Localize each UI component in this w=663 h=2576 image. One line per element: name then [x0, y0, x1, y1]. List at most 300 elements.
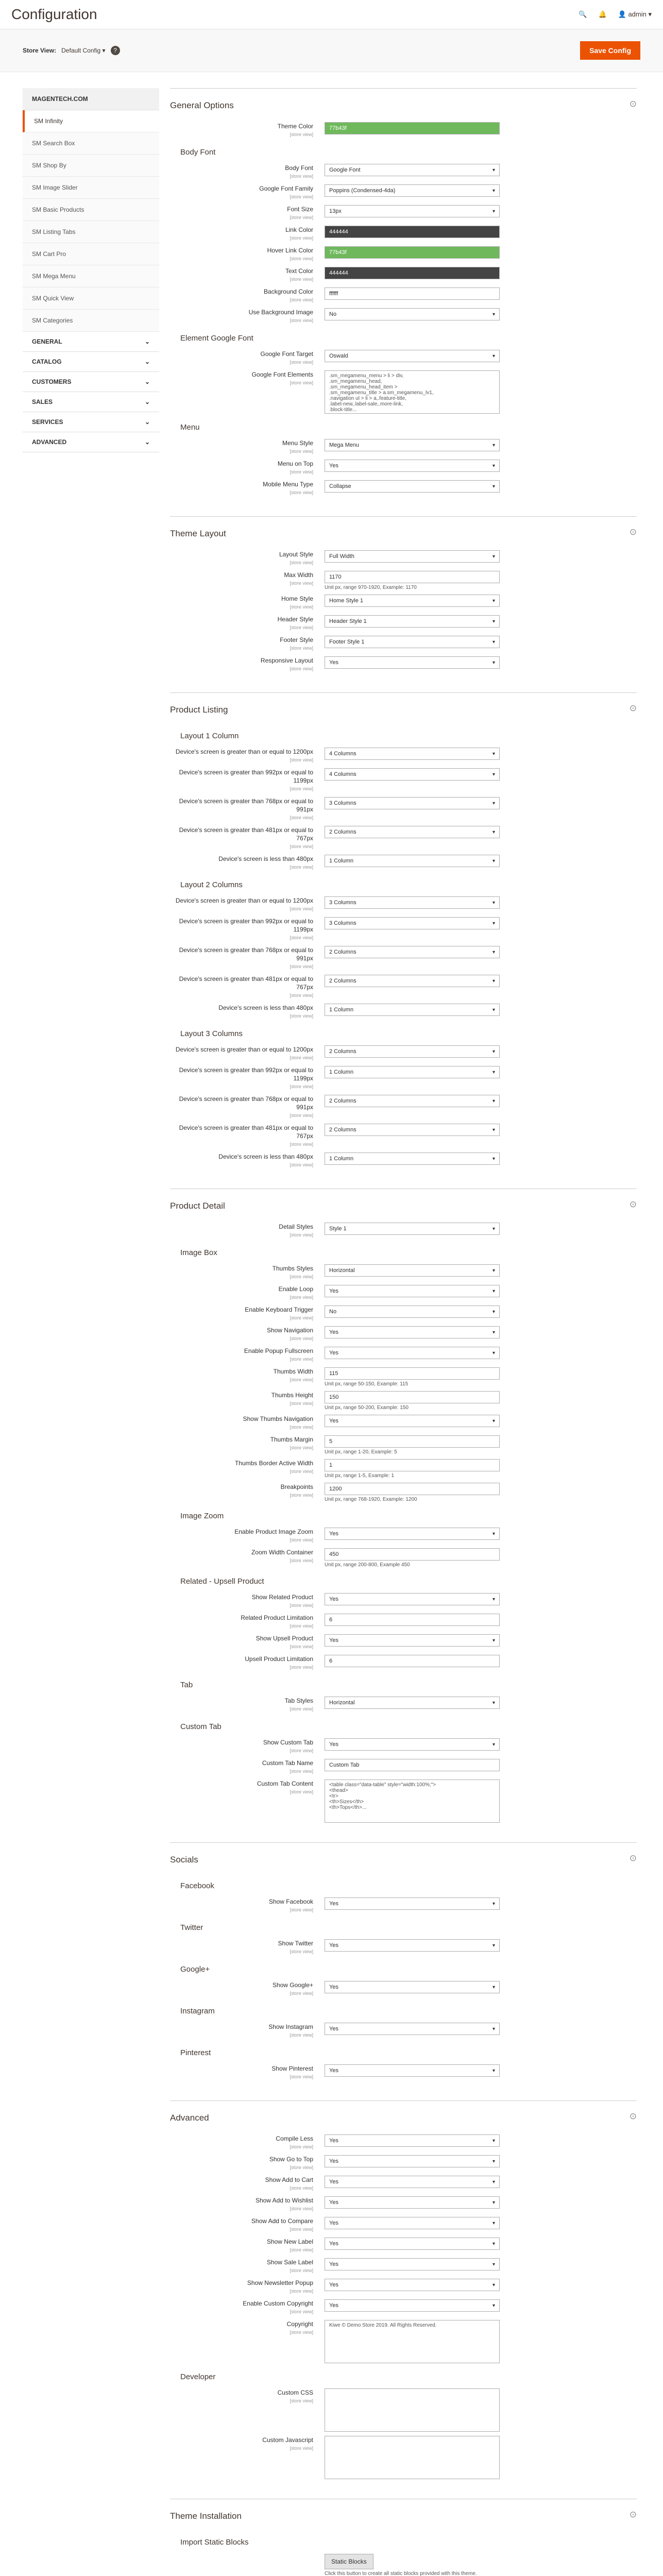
field-row [170, 826, 637, 851]
field-select[interactable] [325, 1347, 500, 1359]
sidebar-group-label[interactable]: GENERAL [32, 338, 62, 345]
field-scope: [store view] [290, 1055, 313, 1060]
field-value: Yes [329, 1288, 338, 1294]
field-value: 6 [329, 1617, 333, 1623]
field-value: 77b43f [329, 249, 347, 256]
section-title[interactable]: Product Detail ⊙ [170, 1197, 637, 1218]
field-value: Static Blocks [331, 2558, 367, 2565]
field-textarea[interactable] [325, 2320, 500, 2363]
field-value: 2 Columns [329, 1098, 356, 1104]
field-control [325, 1483, 500, 1502]
field-label-text: Show Twitter [278, 1940, 313, 1947]
field-value: Horizontal [329, 1267, 355, 1274]
field-label [170, 1095, 325, 1120]
field-select[interactable] [325, 797, 500, 809]
group-title: Tab [180, 1681, 193, 1689]
field-select[interactable] [325, 615, 500, 628]
sidebar-item[interactable]: SM Mega Menu [23, 265, 159, 287]
field-label-text: Device's screen is less than 480px [218, 1004, 313, 1011]
field-control [325, 975, 500, 987]
field-row [170, 1759, 637, 1775]
field-textarea[interactable] [325, 2436, 500, 2479]
field-label [170, 1306, 325, 1322]
field-label-text: Tab Styles [284, 1697, 313, 1704]
field-row [170, 571, 637, 590]
field-select[interactable] [325, 550, 500, 563]
field-scope: [store view] [290, 2032, 313, 2038]
field-note: Unit px, range 200-800, Example 450 [325, 1562, 410, 1568]
field-input[interactable] [325, 246, 500, 259]
scope-value[interactable]: Default Config [61, 47, 101, 54]
field-select[interactable] [325, 1264, 500, 1277]
field-control [325, 164, 500, 176]
field-label-text: Enable Product Image Zoom [234, 1528, 313, 1535]
sidebar-item[interactable]: SM Cart Pro [23, 243, 159, 265]
sidebar-item[interactable]: SM Shop By [23, 155, 159, 177]
field-label [170, 768, 325, 793]
field-select[interactable] [325, 1326, 500, 1338]
field-select[interactable] [325, 2176, 500, 2188]
group-title: Developer [180, 2372, 216, 2381]
field-input[interactable] [325, 1655, 500, 1667]
field-row [170, 636, 637, 652]
section-title[interactable]: Theme Installation ⊙ [170, 2507, 637, 2529]
field-row [170, 439, 637, 455]
field-scope: [store view] [290, 2309, 313, 2314]
field-control [325, 1897, 500, 1910]
field-value: Yes [329, 1741, 338, 1748]
action-button[interactable] [325, 2554, 373, 2569]
field-note: Unit px, range 50-150, Example: 115 [325, 1381, 409, 1387]
field-select[interactable] [325, 2134, 500, 2147]
field-select[interactable] [325, 1593, 500, 1605]
field-row [170, 656, 637, 673]
field-row [170, 2176, 637, 2192]
field-label [170, 1981, 325, 1997]
save-config-button[interactable]: Save Config [580, 41, 640, 60]
field-select[interactable] [325, 656, 500, 669]
field-label [170, 1697, 325, 1713]
field-label-text: Body Font [285, 164, 313, 172]
field-label [170, 267, 325, 283]
field-select[interactable] [325, 460, 500, 472]
field-label [170, 164, 325, 180]
field-value: Full Width [329, 553, 354, 560]
field-label-text: Breakpoints [280, 1483, 313, 1490]
field-scope: [store view] [290, 1537, 313, 1543]
field-scope: [store view] [290, 786, 313, 791]
chevron-down-icon: ⌄ [144, 358, 150, 365]
field-value: Yes [329, 1350, 338, 1356]
group-title: Google+ [180, 1965, 210, 1974]
bell-icon[interactable]: 🔔 [598, 10, 607, 18]
field-control [325, 439, 500, 451]
field-row [170, 1095, 637, 1120]
field-row [170, 184, 637, 201]
field-control [325, 1367, 500, 1387]
field-scope: [store view] [290, 604, 313, 609]
field-control [325, 946, 500, 958]
scope-switcher[interactable]: Default Config ▾ [61, 47, 106, 54]
field-select[interactable] [325, 946, 500, 958]
field-value: Style 1 [329, 1226, 347, 1232]
field-value: 1 [329, 1462, 333, 1468]
field-control [325, 226, 500, 238]
field-scope: [store view] [290, 1142, 313, 1147]
field-label [170, 2320, 325, 2336]
field-input[interactable] [325, 226, 500, 238]
field-label [170, 1153, 325, 1169]
sidebar-group-label[interactable]: CATALOG [32, 358, 62, 365]
help-icon[interactable]: ? [111, 46, 120, 55]
field-scope: [store view] [290, 560, 313, 565]
field-input[interactable] [325, 267, 500, 279]
field-label-text: Menu on Top [277, 460, 313, 467]
field-value: Yes [329, 2220, 338, 2226]
field-select[interactable] [325, 2023, 500, 2035]
sidebar-group-label[interactable]: SERVICES [32, 418, 63, 426]
field-value: 13px [329, 208, 342, 214]
field-scope: [store view] [290, 1623, 313, 1629]
field-row [170, 1697, 637, 1713]
chevron-down-icon: ⌄ [144, 418, 150, 426]
field-scope: [store view] [290, 235, 313, 241]
field-label-text: Zoom Width Container [251, 1549, 313, 1556]
field-control [325, 1124, 500, 1136]
field-row [170, 246, 637, 263]
field-value: 1 Column [329, 858, 354, 864]
field-select[interactable] [325, 1939, 500, 1952]
field-input[interactable] [325, 1759, 500, 1771]
field-row [170, 2023, 637, 2039]
field-scope: [store view] [290, 844, 313, 849]
field-scope: [store view] [290, 2074, 313, 2079]
user-icon[interactable]: 👤 admin ▾ [618, 10, 652, 18]
sidebar-group-label[interactable]: ADVANCED [32, 438, 67, 446]
field-label [170, 2155, 325, 2172]
field-control [325, 1548, 500, 1568]
field-scope: [store view] [290, 1907, 313, 1912]
sidebar-item[interactable]: SM Basic Products [23, 199, 159, 221]
field-label-text: Show Instagram [268, 2023, 313, 2030]
field-row [170, 917, 637, 942]
field-label-text: Menu Style [282, 439, 313, 447]
field-select[interactable] [325, 2064, 500, 2077]
field-control [325, 122, 500, 134]
field-select[interactable] [325, 1066, 500, 1078]
field-value: Footer Style 1 [329, 639, 365, 645]
group-title: Image Zoom [180, 1512, 224, 1520]
field-row [170, 1264, 637, 1281]
field-select[interactable] [325, 1045, 500, 1058]
field-label-text: Device's screen is greater than 992px or equal to 1199px [179, 769, 313, 784]
group-title: Custom Tab [180, 1722, 222, 1731]
field-control [325, 1095, 500, 1107]
field-select[interactable] [325, 595, 500, 607]
field-control [325, 2196, 500, 2209]
field-label [170, 1459, 325, 1476]
field-select[interactable] [325, 2238, 500, 2250]
field-select[interactable] [325, 636, 500, 648]
field-select[interactable] [325, 1897, 500, 1910]
field-select[interactable] [325, 1528, 500, 1540]
field-scope: [store view] [290, 1665, 313, 1670]
config-section [170, 2100, 637, 2499]
group-title: Twitter [180, 1923, 203, 1932]
field-control [325, 1347, 500, 1359]
field-scope: [store view] [290, 2330, 313, 2335]
field-select[interactable] [325, 826, 500, 838]
field-label [170, 2436, 325, 2452]
field-select[interactable] [325, 350, 500, 362]
field-label [170, 1347, 325, 1363]
field-scope: [store view] [290, 666, 313, 671]
field-scope: [store view] [290, 449, 313, 454]
field-scope: [store view] [290, 1748, 313, 1753]
field-value: Yes [329, 463, 338, 469]
field-select[interactable] [325, 1124, 500, 1136]
field-select[interactable] [325, 1223, 500, 1235]
sidebar-group-label[interactable]: CUSTOMERS [32, 378, 72, 385]
field-select[interactable] [325, 1981, 500, 1993]
field-value: 444444 [329, 229, 348, 235]
field-value: Yes [329, 2199, 338, 2206]
field-label-text: Device's screen is greater than 768px or equal to 991px [179, 798, 313, 813]
field-scope: [store view] [290, 277, 313, 282]
sidebar-item[interactable]: SM Infinity [23, 110, 159, 132]
field-select[interactable] [325, 1004, 500, 1016]
field-label [170, 1593, 325, 1609]
field-scope: [store view] [290, 757, 313, 762]
field-input[interactable] [325, 287, 500, 300]
field-label-text: Thumbs Margin [270, 1436, 313, 1443]
field-select[interactable] [325, 439, 500, 451]
field-select[interactable] [325, 2217, 500, 2229]
field-control [325, 550, 500, 563]
field-value: 2 Columns [329, 1048, 356, 1055]
field-scope: [store view] [290, 132, 313, 137]
field-select[interactable] [325, 1415, 500, 1427]
field-select[interactable] [325, 1153, 500, 1165]
config-section [170, 88, 637, 516]
field-input[interactable] [325, 1614, 500, 1626]
field-textarea[interactable] [325, 370, 500, 414]
field-select[interactable] [325, 164, 500, 176]
field-control [325, 917, 500, 929]
field-textarea[interactable] [325, 2388, 500, 2432]
chevron-down-icon: ⌄ [144, 378, 150, 385]
field-control [325, 287, 500, 300]
field-scope: [store view] [290, 297, 313, 302]
field-row [170, 975, 637, 999]
field-scope: [store view] [290, 815, 313, 820]
field-input[interactable] [325, 1435, 500, 1448]
field-scope: [store view] [290, 1295, 313, 1300]
sidebar-title[interactable]: MAGENTECH.COM [23, 88, 159, 110]
field-control [325, 1066, 500, 1078]
field-input[interactable] [325, 122, 500, 134]
field-label [170, 1223, 325, 1239]
field-scope: [store view] [290, 174, 313, 179]
field-control [325, 184, 500, 197]
field-select[interactable] [325, 917, 500, 929]
field-row [170, 896, 637, 913]
field-label-text: Show New Label [266, 2238, 313, 2245]
field-label-text: Thumbs Styles [272, 1265, 313, 1272]
field-input[interactable] [325, 1548, 500, 1561]
group-title: Layout 1 Column [180, 732, 239, 740]
field-control [325, 656, 500, 669]
field-label-text: Show Pinterest [271, 2065, 313, 2072]
field-control [325, 1655, 500, 1667]
field-control [325, 2023, 500, 2035]
field-label [170, 1483, 325, 1499]
field-row [170, 1306, 637, 1322]
field-value: 1 Column [329, 1069, 354, 1075]
field-select[interactable] [325, 308, 500, 320]
config-sidebar [23, 88, 159, 452]
section-title[interactable]: Advanced ⊙ [170, 2109, 637, 2130]
page-title: Configuration [11, 6, 97, 22]
field-scope: [store view] [290, 1274, 313, 1279]
field-row [170, 1004, 637, 1020]
field-value: 3 Columns [329, 800, 356, 806]
sidebar-group[interactable] [23, 372, 159, 392]
field-label [170, 1614, 325, 1630]
search-icon[interactable]: 🔍 [579, 10, 587, 18]
field-row [170, 2436, 637, 2479]
sidebar-group[interactable] [23, 392, 159, 412]
field-control [325, 1614, 500, 1626]
section-title[interactable]: Product Listing ⊙ [170, 701, 637, 722]
field-value: .sm_megamenu_menu > li > div, .sm_megamenu_head, .sm_megamenu_head_item > .sm_megamenu_title > a.sm_megamenu_lv1, .navigation ul > li > a,.feature-title, .label-new,.label-sale,.more-link, .block-title... [329, 373, 434, 413]
field-label-text: Custom Tab Name [262, 1759, 313, 1767]
field-value: 1200 [329, 1486, 342, 1492]
field-select[interactable] [325, 1697, 500, 1709]
field-control [325, 768, 500, 781]
field-select[interactable] [325, 855, 500, 867]
sidebar-group[interactable] [23, 432, 159, 452]
field-scope: [store view] [290, 1401, 313, 1406]
field-label [170, 246, 325, 263]
field-label-text: Device's screen is greater than 992px or equal to 1199px [179, 1066, 313, 1082]
sidebar-item[interactable]: SM Categories [23, 310, 159, 332]
field-control [325, 615, 500, 628]
field-row [170, 2388, 637, 2432]
field-control [325, 205, 500, 217]
field-select[interactable] [325, 1306, 500, 1318]
sidebar-item[interactable]: SM Image Slider [23, 177, 159, 199]
field-value: Poppins (Condensed-4da) [329, 188, 396, 194]
field-label-text: Custom Javascript [262, 2436, 313, 2444]
field-label-text: Home Style [281, 595, 313, 602]
field-input[interactable] [325, 1459, 500, 1471]
field-label-text: Show Navigation [266, 1327, 313, 1334]
section-title[interactable]: General Options ⊙ [170, 96, 637, 118]
config-section [170, 692, 637, 1189]
field-row [170, 1528, 637, 1544]
field-select[interactable] [325, 2196, 500, 2209]
field-control [325, 350, 500, 362]
sidebar-group[interactable] [23, 412, 159, 432]
sidebar-item[interactable]: SM Listing Tabs [23, 221, 159, 243]
field-select[interactable] [325, 896, 500, 909]
field-scope: [store view] [290, 215, 313, 220]
field-scope: [store view] [290, 2165, 313, 2170]
field-row [170, 164, 637, 180]
field-label [170, 2134, 325, 2151]
field-row [170, 1326, 637, 1343]
field-row [170, 205, 637, 222]
field-label [170, 308, 325, 325]
field-select[interactable] [325, 1095, 500, 1107]
user-name[interactable]: admin [628, 10, 647, 18]
field-select[interactable] [325, 2258, 500, 2270]
sidebar-group-label[interactable]: SALES [32, 398, 53, 405]
field-control [325, 1223, 500, 1235]
sidebar-item[interactable]: SM Search Box [23, 132, 159, 155]
field-control [325, 1153, 500, 1165]
field-control [325, 2176, 500, 2188]
field-row [170, 267, 637, 283]
field-control [325, 2320, 500, 2363]
field-textarea[interactable] [325, 1780, 500, 1823]
field-row [170, 122, 637, 139]
field-select[interactable] [325, 184, 500, 197]
sidebar-group[interactable] [23, 332, 159, 352]
field-label [170, 184, 325, 201]
field-row [170, 1347, 637, 1363]
field-select[interactable] [325, 480, 500, 493]
section-title[interactable]: Theme Layout ⊙ [170, 524, 637, 546]
field-scope: [store view] [290, 1315, 313, 1320]
field-input[interactable] [325, 1391, 500, 1403]
field-input[interactable] [325, 1367, 500, 1380]
field-select[interactable] [325, 2155, 500, 2167]
field-label [170, 226, 325, 242]
field-select[interactable] [325, 2299, 500, 2312]
field-input[interactable] [325, 571, 500, 583]
field-value: Yes [329, 1418, 338, 1424]
field-scope: [store view] [290, 964, 313, 969]
section-title[interactable]: Socials ⊙ [170, 1851, 637, 1872]
field-value: No [329, 311, 337, 317]
field-row [170, 1391, 637, 1411]
field-label-text: Hover Link Color [267, 247, 313, 254]
field-control [325, 1593, 500, 1605]
field-value: No [329, 1309, 337, 1315]
field-select[interactable] [325, 205, 500, 217]
sidebar-group[interactable] [23, 352, 159, 372]
field-label-text: Custom CSS [277, 2389, 313, 2396]
field-row [170, 1593, 637, 1609]
field-row [170, 2196, 637, 2213]
field-row [170, 1780, 637, 1823]
field-select[interactable] [325, 1634, 500, 1647]
field-select[interactable] [325, 1738, 500, 1751]
field-select[interactable] [325, 748, 500, 760]
sidebar-item[interactable]: SM Quick View [23, 287, 159, 310]
field-input[interactable] [325, 1483, 500, 1495]
field-select[interactable] [325, 768, 500, 781]
field-select[interactable] [325, 1285, 500, 1297]
field-select[interactable] [325, 2279, 500, 2291]
field-select[interactable] [325, 975, 500, 987]
field-control [325, 1528, 500, 1540]
field-row [170, 1548, 637, 1568]
field-label [170, 2258, 325, 2275]
field-value: Mega Menu [329, 442, 360, 448]
